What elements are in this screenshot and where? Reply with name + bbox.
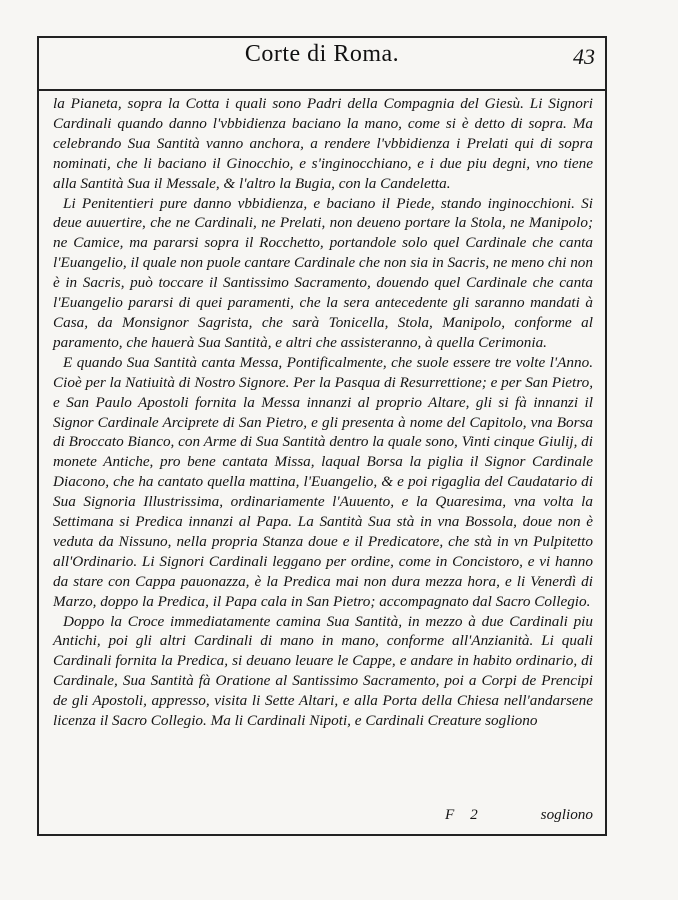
catchword: sogliono bbox=[540, 806, 593, 823]
signature-mark: F 2 bbox=[445, 806, 484, 823]
body-text bbox=[53, 94, 593, 731]
page-footer bbox=[53, 806, 593, 828]
paragraph-1: la Pianeta, sopra la Cotta i quali sono Padri della Compagnia del Giesù. Li Signori Cardinali quando danno l'vbbidienza baciano la mano, come si è detto di sopra. Ma celebrando Sua Santità vanno anchora, a rendere l'vbbidienza i Prelati qui di sopra nominati, che li baciano il Ginocchio, e s'inginocchiano, e i due piu degni, vno tiene alla Santità Sua il Messale, & l'altro la Bugia, con la Candeletta. bbox=[53, 95, 593, 192]
running-title: Corte di Roma. bbox=[244, 41, 400, 67]
header-rule bbox=[37, 89, 607, 91]
paragraph-2: Li Penitentieri pure danno vbbidienza, e baciano il Piede, stando inginocchioni. Si deue auuertire, che ne Cardinali, ne Prelati, non deueno portare la Stola, ne Manipolo; ne Camice, ma pararsi sopra il Rocchetto, portandole solo quel Cardinale che canta l'Euangelio, il quale non puole cantare Cardinale che non sia in Sacris, ne meno chi non è in Sacris, può toccare il Santissimo Sacramento, douendo quel Cardinale che canta l'Euangelio pararsi di quei paramenti, che la sera antecedente gli saranno mandati à Casa, da Monsignor Sagrista, che sarà Tonicella, Stola, Manipolo, conforme al paramento, che hauerà Sua Santità, e altri che assisteranno, à quella Cerimonia. bbox=[53, 194, 593, 351]
paragraph-3: E quando Sua Santità canta Messa, Pontificalmente, che suole essere tre volte l'Anno. Cioè per la Natiuità di Nostro Signore. Per la Pasqua di Resurrettione; e per San Pietro, e San Paulo Apostoli fornita la Messa innanzi al proprio Altare, gli si fà innanzi il Signor Cardinale Arciprete di San Pietro, e gli presenta à nome del Capitolo, vna Borsa di Broccato Bianco, con Arme di Sua Santità dentro la quale sono, Vinti cinque Giulij, di monete Antiche, pro bene cantata Missa, laqual Borsa la piglia il Signor Cardinale Diacono, che ha cantato quella mattina, l'Euangelio, & e poi rigaglia del Caudatario di Sua Signoria Illustrissima, ordinariamente l'Auuento, e la Quaresima, vna volta la Settimana si Predica innanzi al Papa. La Santità Sua stà in vna Bossola, doue non è veduta da Nissuno, nella propria Stanza doue e il Predicatore, che stà in vn Pulpitetto all'Ordinario. Li Signori Cardinali leggano per ordine, come in Concistoro, e vi hanno da stare con Cappa pauonazza, è la Predica mai non dura mezza hora, e li Venerdì di Marzo, doppo la Predica, il Papa cala in San Pietro; accompagnato dal Sacro Collegio. bbox=[53, 353, 593, 610]
page-number: 43 bbox=[573, 44, 595, 69]
paragraph-4: Doppo la Croce immediatamente camina Sua Santità, in mezzo à due Cardinali piu Antichi, poi gli altri Cardinali di mano in mano, conforme all'Anzianità. Li quali Cardinali fornita la Predica, si deuano leuare le Cappe, e andare in habito ordinario, di Cardinale, Sua Santità fà Oratione al Santissimo Sacramento, poi a Corpi de Prencipi de gli Apostoli, appresso, visita li Sette Altari, e alla Porta della Chiesa nell'andarsene licenza il Sacro Collegio. Ma li Cardinali Nipoti, e Cardinali Creature sogliono bbox=[53, 612, 593, 730]
